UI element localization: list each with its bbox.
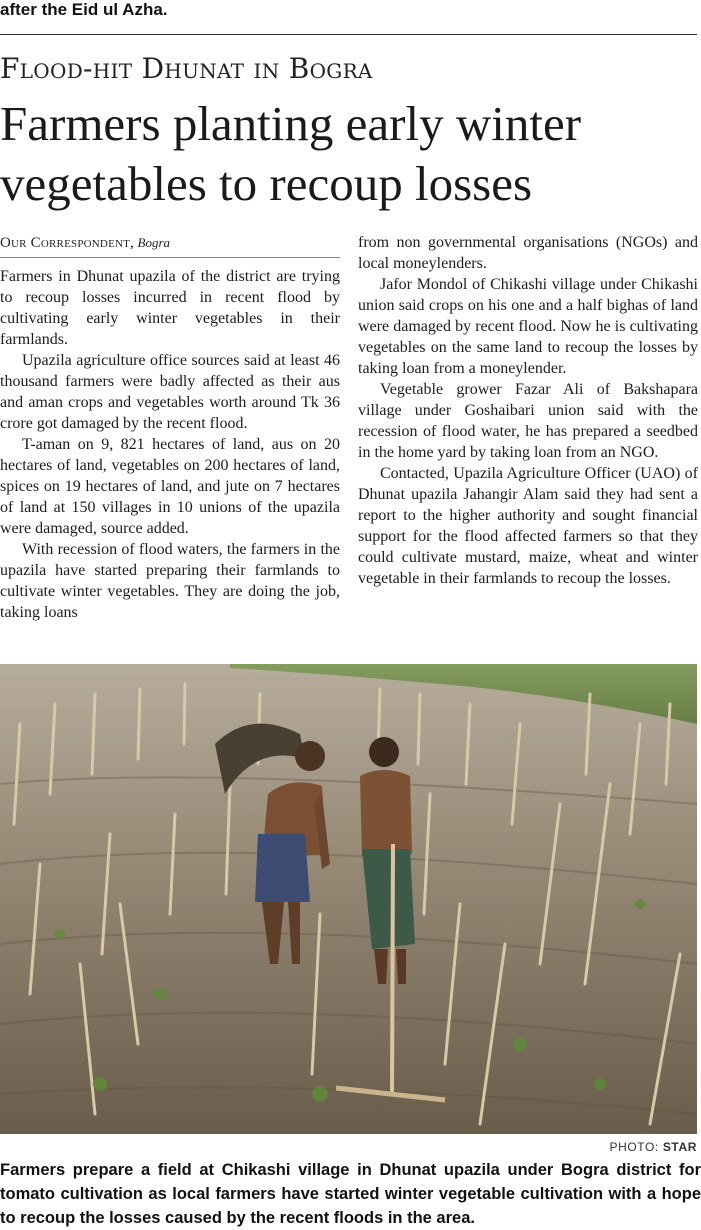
section-divider <box>0 34 697 35</box>
paragraph: Vegetable grower Fazar Ali of Bakshapara village under Goshaibari union said with the recession of flood water, he has prepared a seedbed in the home yard by taking loan from an NGO. <box>358 381 698 461</box>
previous-article-fragment: after the Eid ul Azha. <box>0 0 168 19</box>
byline-divider <box>0 257 340 258</box>
paragraph: Farmers in Dhunat upazila of the district are trying to recoup losses incurred in recent flood by cultivating early winter vegetables in their farmlands. <box>0 268 340 348</box>
photo-credit-prefix: PHOTO: <box>609 1140 659 1154</box>
article-headline <box>0 94 701 214</box>
byline <box>0 234 340 253</box>
photo-caption: Farmers prepare a field at Chikashi village in Dhunat upazila under Bogra district for tomato cultivation as local farmers have started winter vegetable cultivation with a hope to recoup the losses caused by the recent floods in the area. <box>0 1161 701 1227</box>
headline-line-2: vegetables to recoup losses <box>0 156 533 211</box>
article-photo <box>0 664 697 1134</box>
paragraph: Contacted, Upazila Agriculture Officer (UAO) of Dhunat upazila Jahangir Alam said they had sent a report to the higher authority and sought financial support for the flood affected farmers so that they could cultivate mustard, maize, wheat and winter vegetable in their farmlands to recoup the losses. <box>358 465 698 587</box>
byline-place: Bogra <box>137 235 171 250</box>
article-column-right <box>358 232 698 589</box>
byline-author: Our Correspondent, <box>0 235 135 251</box>
photo-credit-source: STAR <box>662 1140 697 1154</box>
paragraph: With recession of flood waters, the farmers in the upazila have started preparing their farmlands to cultivate winter vegetables. They are doing the job, taking loans <box>0 541 340 621</box>
article-column-left <box>0 266 340 623</box>
paragraph: T-aman on 9, 821 hectares of land, aus on 20 hectares of land, vegetables on 200 hectares of land, spices on 19 hectares of land, and jute on 7 hectares of land at 150 villages in 10 unions of the upazila were damaged, source added. <box>0 436 340 537</box>
photo-credit <box>609 1140 697 1154</box>
paragraph: Upazila agriculture office sources said at least 46 thousand farmers were badly affected as their aus and aman crops and vegetables worth around Tk 36 crore got damaged by the recent flood. <box>0 352 340 432</box>
headline-line-1: Farmers planting early winter <box>0 96 582 151</box>
paragraph: Jafor Mondol of Chikashi village under Chikashi union said crops on his one and a half bighas of land were damaged by recent flood. Now he is cultivating vegetables on the same land to recoup the losses by taking loan from a moneylender. <box>358 276 698 377</box>
field-photo-illustration <box>0 664 697 1134</box>
article-kicker: Flood-hit Dhunat in Bogra <box>0 52 373 85</box>
paragraph: from non governmental organisations (NGOs) and local moneylenders. <box>358 234 698 272</box>
